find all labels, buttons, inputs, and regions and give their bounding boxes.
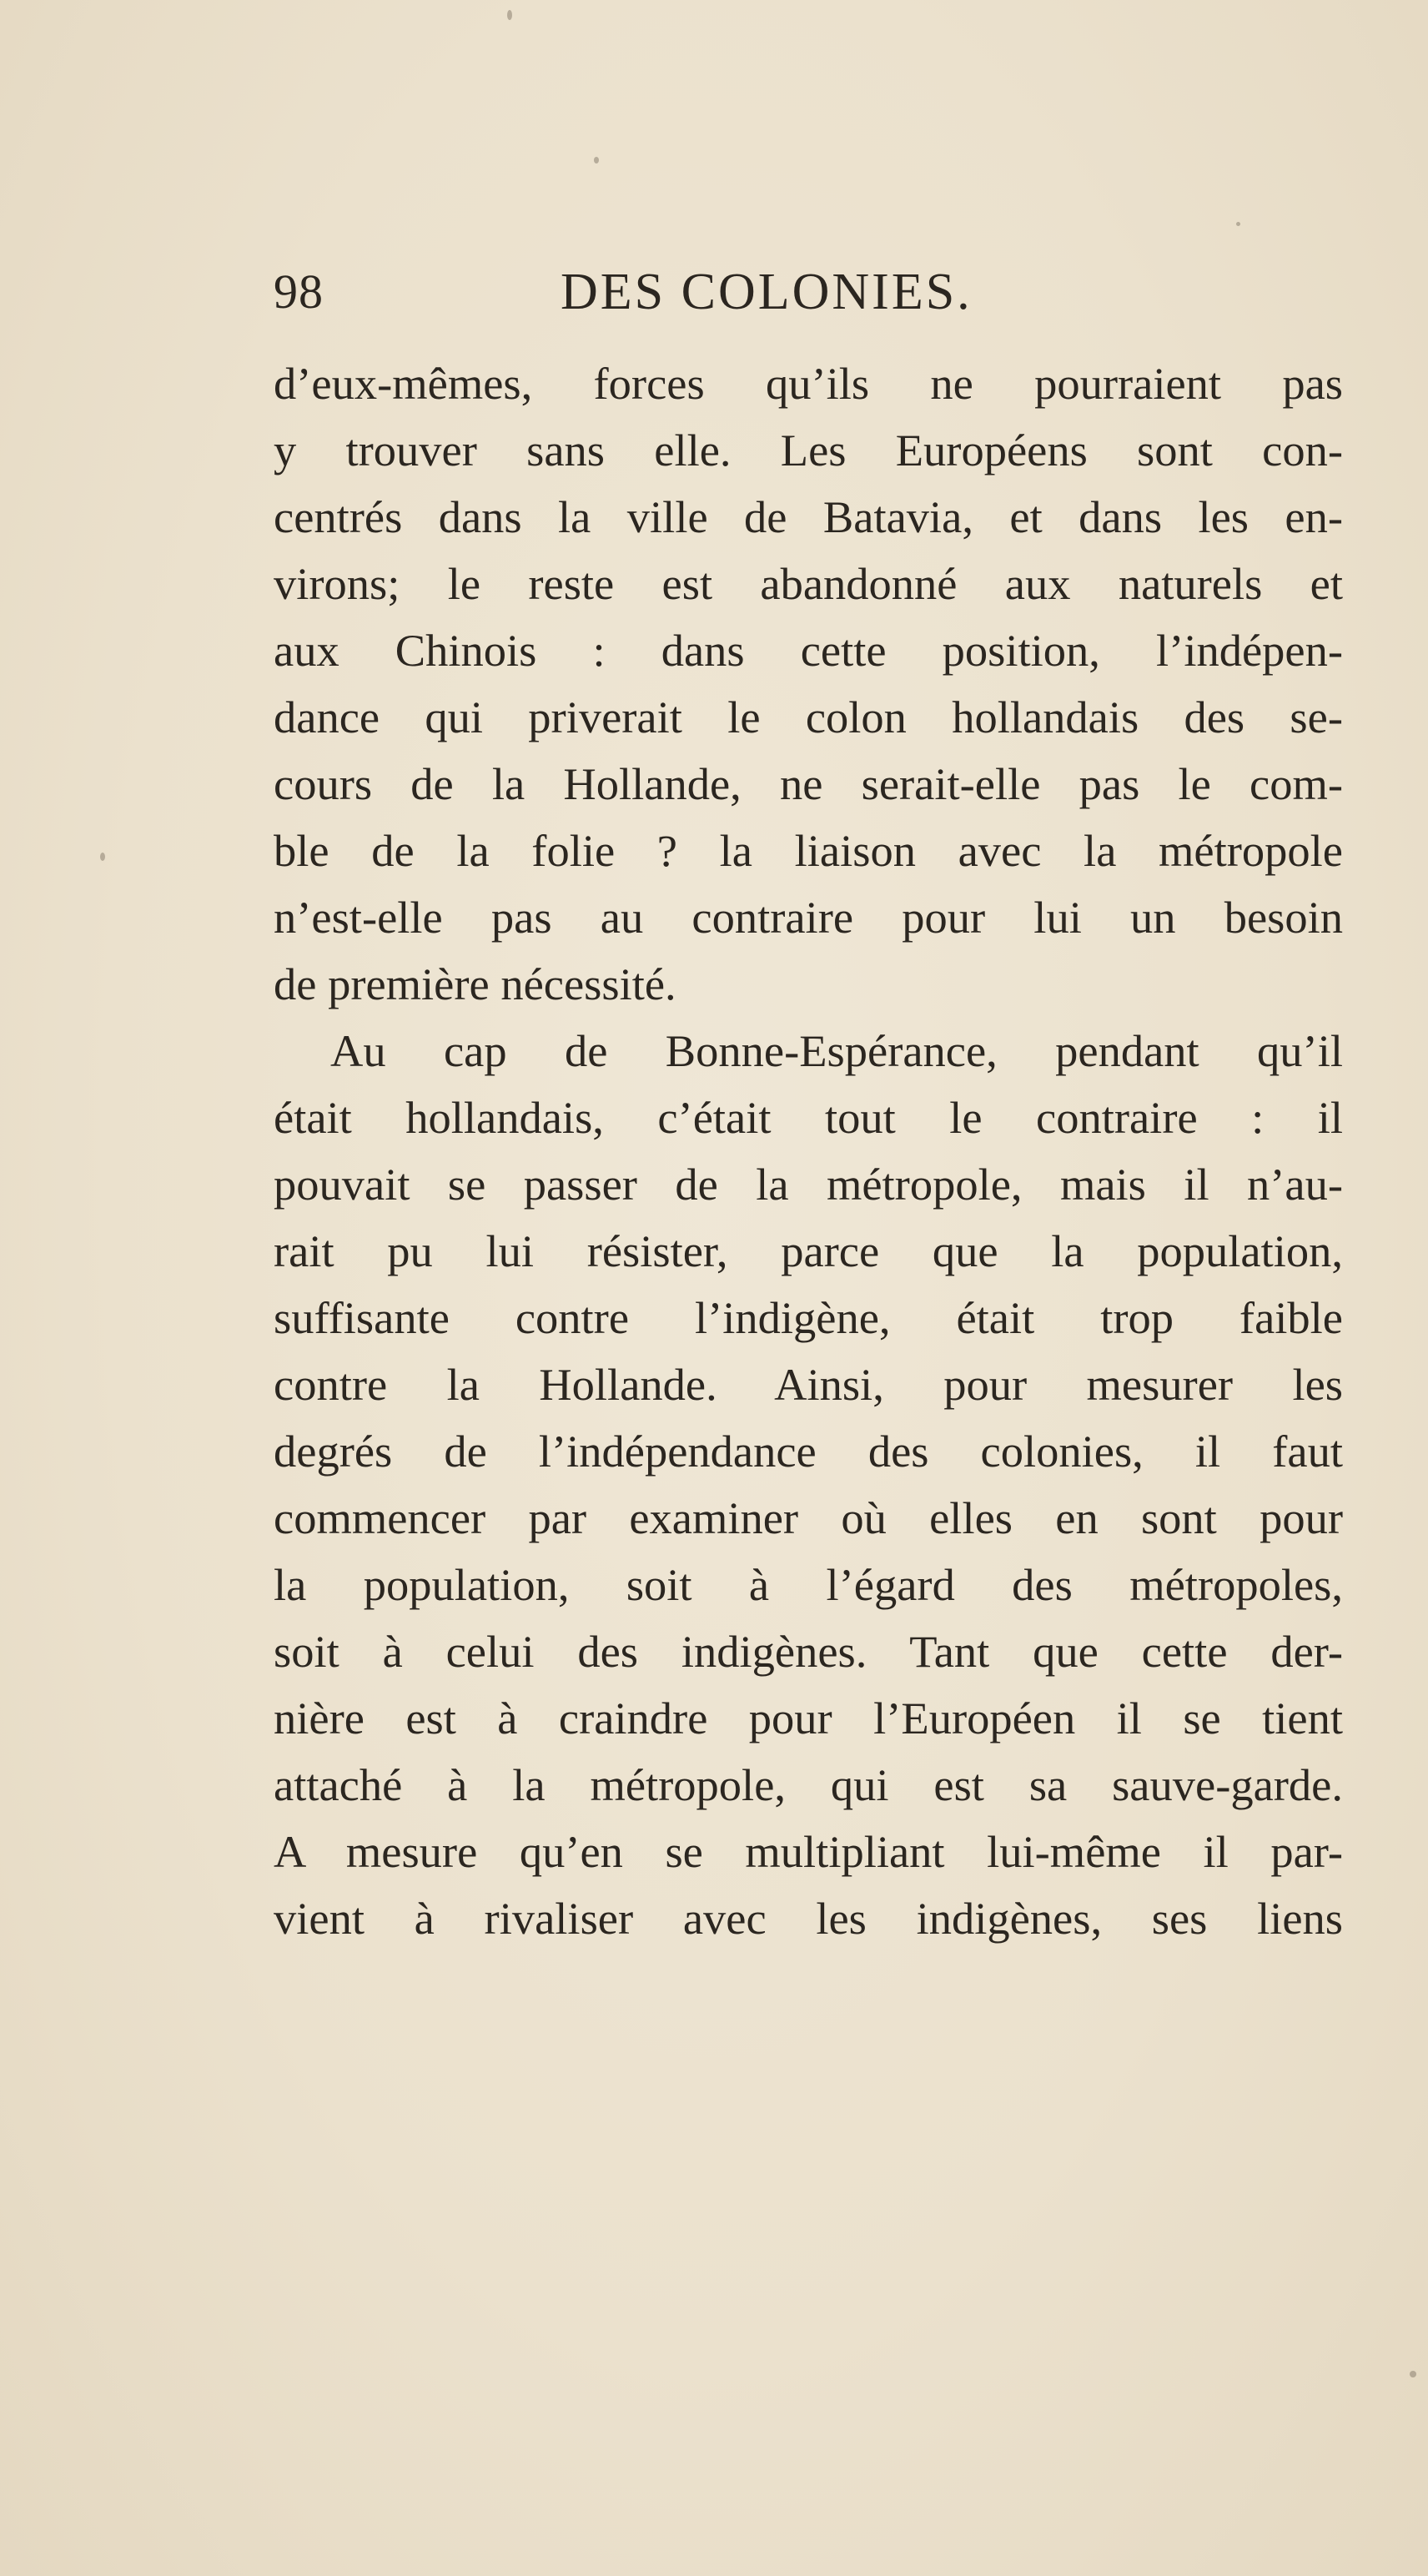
text-line: nière est à craindre pour l’Européen il se tient [274,1693,1343,1743]
text-line: virons; le reste est abandonné aux naturels et [274,558,1343,609]
text-line: centrés dans la ville de Batavia, et dans les en- [274,491,1343,542]
ink-speck [1410,2371,1416,2377]
text-line: suffisante contre l’indigène, était trop faible [274,1292,1343,1343]
ink-speck [1236,222,1240,226]
page-number: 98 [274,264,324,319]
text-line: attaché à la métropole, qui est sa sauve-garde. [274,1759,1343,1810]
text-line: était hollandais, c’était tout le contraire : il [274,1092,1343,1143]
text-line: cours de la Hollande, ne serait-elle pas le com- [274,758,1343,809]
text-line: contre la Hollande. Ainsi, pour mesurer les [274,1359,1343,1410]
text-line: degrés de l’indépendance des colonies, il faut [274,1426,1343,1477]
text-line: d’eux-mêmes, forces qu’ils ne pourraient pas [274,358,1343,409]
text-line: de première nécessité. [274,958,676,1009]
text-line: n’est-elle pas au contraire pour lui un besoin [274,892,1343,943]
paragraph-1 [274,350,1343,1018]
text-line: aux Chinois : dans cette position, l’indépen- [274,625,1343,676]
text-line: Au cap de Bonne-Espérance, pendant qu’il [330,1025,1343,1076]
text-line: vient à rivaliser avec les indigènes, ses liens [274,1893,1343,1944]
text-line: dance qui priverait le colon hollandais des se- [274,692,1343,742]
ink-speck [594,157,599,164]
paragraph-2 [274,1018,1343,1952]
ink-speck [507,10,512,20]
text-line: soit à celui des indigènes. Tant que cette der- [274,1626,1343,1677]
ink-speck [100,853,105,861]
running-title: DES COLONIES. [561,264,973,320]
text-line: rait pu lui résister, parce que la population, [274,1225,1343,1276]
text-line: y trouver sans elle. Les Européens sont con- [274,425,1343,475]
text-line: la population, soit à l’égard des métropoles, [274,1559,1343,1610]
page-header [274,259,1108,325]
body-text [274,350,1343,1952]
text-line: A mesure qu’en se multipliant lui-même il par- [274,1826,1343,1877]
text-line: commencer par examiner où elles en sont pour [274,1492,1343,1543]
text-line: pouvait se passer de la métropole, mais il n’au- [274,1159,1343,1210]
text-line: ble de la folie ? la liaison avec la métropole [274,825,1343,876]
